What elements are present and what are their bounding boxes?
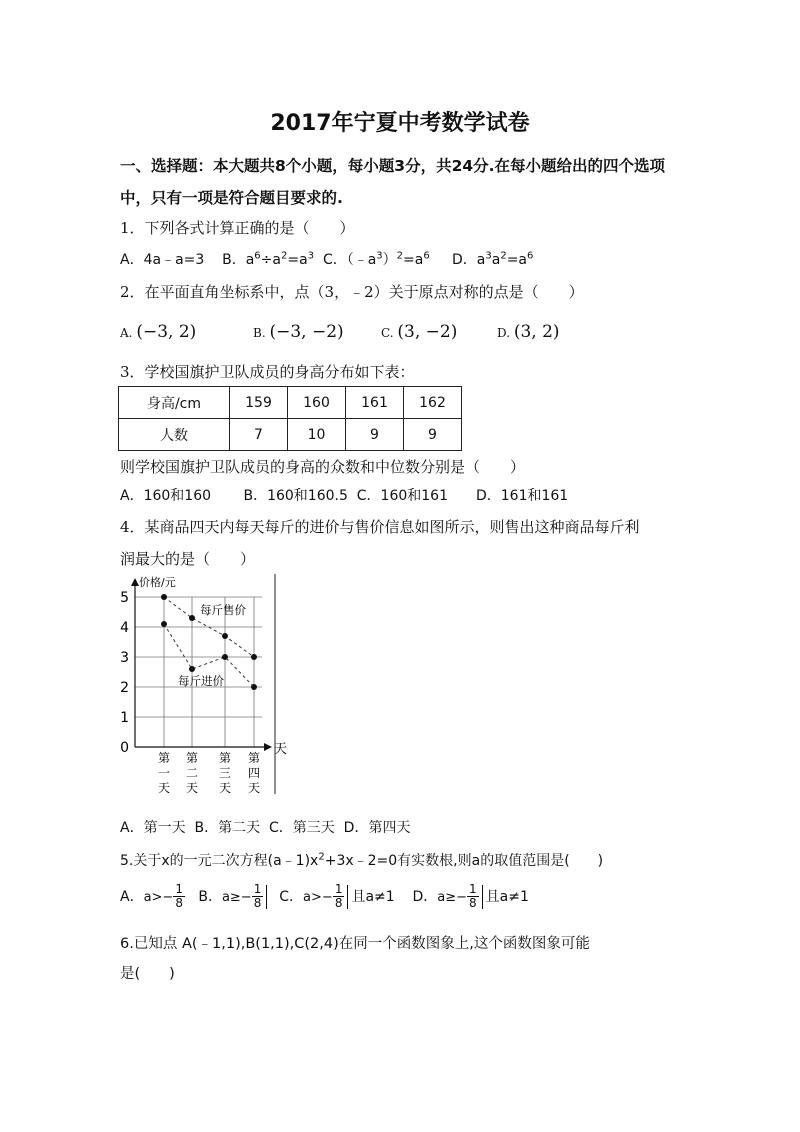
table-row [119,419,462,451]
fraction: $\frac{1}{8}$ [175,882,183,910]
q1-option-a: A．4a﹣a=3 [120,252,205,268]
y-tick-label: 2 [120,680,129,696]
section-heading-line2: 中，只有一项是符合题目要求的. [120,189,343,207]
table-cell: 10 [288,419,346,451]
data-point [251,654,257,660]
table-cell: 9 [346,419,404,451]
q5-option-d: D．a≥− $\frac{1}{8}$ 且a≠1 [412,882,529,910]
q1-options [120,249,533,269]
table-cell: 161 [346,387,404,419]
x-tick-label: 第二天 [185,751,199,795]
q4-stem-line1: 4．某商品四天内每天每斤的进价与售价信息如图所示，则售出这种商品每斤利 [120,518,640,536]
fraction: $\frac{1}{8}$ [253,882,262,910]
table-cell: 162 [404,387,462,419]
data-point [222,633,228,639]
q3-options: A．160和160 B．160和160.5 C．160和161 D．161和161 [120,488,569,504]
q5-options [120,883,529,910]
q2-option-d: D. (3, 2) [497,322,560,342]
x-axis-arrow [264,743,272,751]
fraction: $\frac{1}{8}$ [469,882,477,910]
height-table [118,386,462,451]
y-tick-label: 1 [120,710,129,726]
x-tick-label: 第一天 [157,751,171,795]
table-cell: 身高/cm [119,387,230,419]
y-tick-label: 4 [120,620,129,636]
q3-stem: 3．学校国旗护卫队成员的身高分布如下表： [120,363,415,381]
y-tick-label: 0 [120,740,129,756]
q5-option-c: C．a>− $\frac{1}{8}$ 且a≠1 [279,882,395,910]
data-point [161,594,167,600]
data-point [251,684,257,690]
table-row [119,387,462,419]
y-tick-label: 3 [120,650,129,666]
data-point [189,666,195,672]
table-cell: 160 [288,387,346,419]
q5-option-a: A．a>− $\frac{1}{8}$ [120,882,183,910]
q2-option-b: B. (−3, −2) [253,322,344,342]
q5-option-b: B．a≥− $\frac{1}{8}$ [198,889,270,905]
q1-option-d: D．$a^3a^2=a^6$ [452,250,534,268]
q1-stem: 1．下列各式计算正确的是（ ） [120,219,355,237]
table-cell: 7 [230,419,288,451]
q6-stem-line1: 6.已知点 A(﹣1,1),B(1,1),C(2,4)在同一个函数图象上,这个函数图象可能 [120,936,590,952]
q1-option-c: C．$(﹣a^3)^2=a^6$ [322,250,430,268]
x-axis-label: 天 [274,742,288,757]
table-cell: 159 [230,387,288,419]
q4-stem-line2: 润最大的是（ ） [120,550,256,568]
table-cell: 人数 [119,419,230,451]
y-tick-label: 5 [120,590,129,606]
data-point [189,615,195,621]
x-tick-label: 第四天 [247,751,261,795]
x-tick-label: 第三天 [218,751,232,795]
q3-follow: 则学校国旗护卫队成员的身高的众数和中位数分别是（ ） [120,458,526,476]
series-label-selling: 每斤售价 [200,603,246,617]
q4-options: A．第一天 B．第二天 C．第三天 D．第四天 [120,820,411,836]
fraction: $\frac{1}{8}$ [334,882,343,910]
q5-stem: 5.关于x的一元二次方程$(a﹣1)x^2+3x﹣2=0$有实数根,则a的取值范围是( ) [120,851,604,869]
table-cell: 9 [404,419,462,451]
series-label-buying: 每斤进价 [178,674,224,688]
price-chart [112,572,288,800]
data-point [161,621,167,627]
q2-stem: 2．在平面直角坐标系中，点（3，﹣2）关于原点对称的点是（ ） [120,283,584,301]
q6-stem-line2: 是( ) [120,966,175,982]
page-title: 2017年宁夏中考数学试卷 [270,111,530,136]
data-point [222,654,228,660]
section-heading-line1: 一、选择题：本大题共8个小题，每小题3分，共24分.在每小题给出的四个选项 [120,157,666,175]
q2-option-a: A. (−3, 2) [120,322,197,342]
y-axis-label: 价格/元 [139,576,176,589]
y-axis-arrow [131,578,139,586]
q2-option-c: C. (3, −2) [381,322,458,342]
q1-option-b: B．$a^6\div a^2=a^3$ [222,250,315,268]
